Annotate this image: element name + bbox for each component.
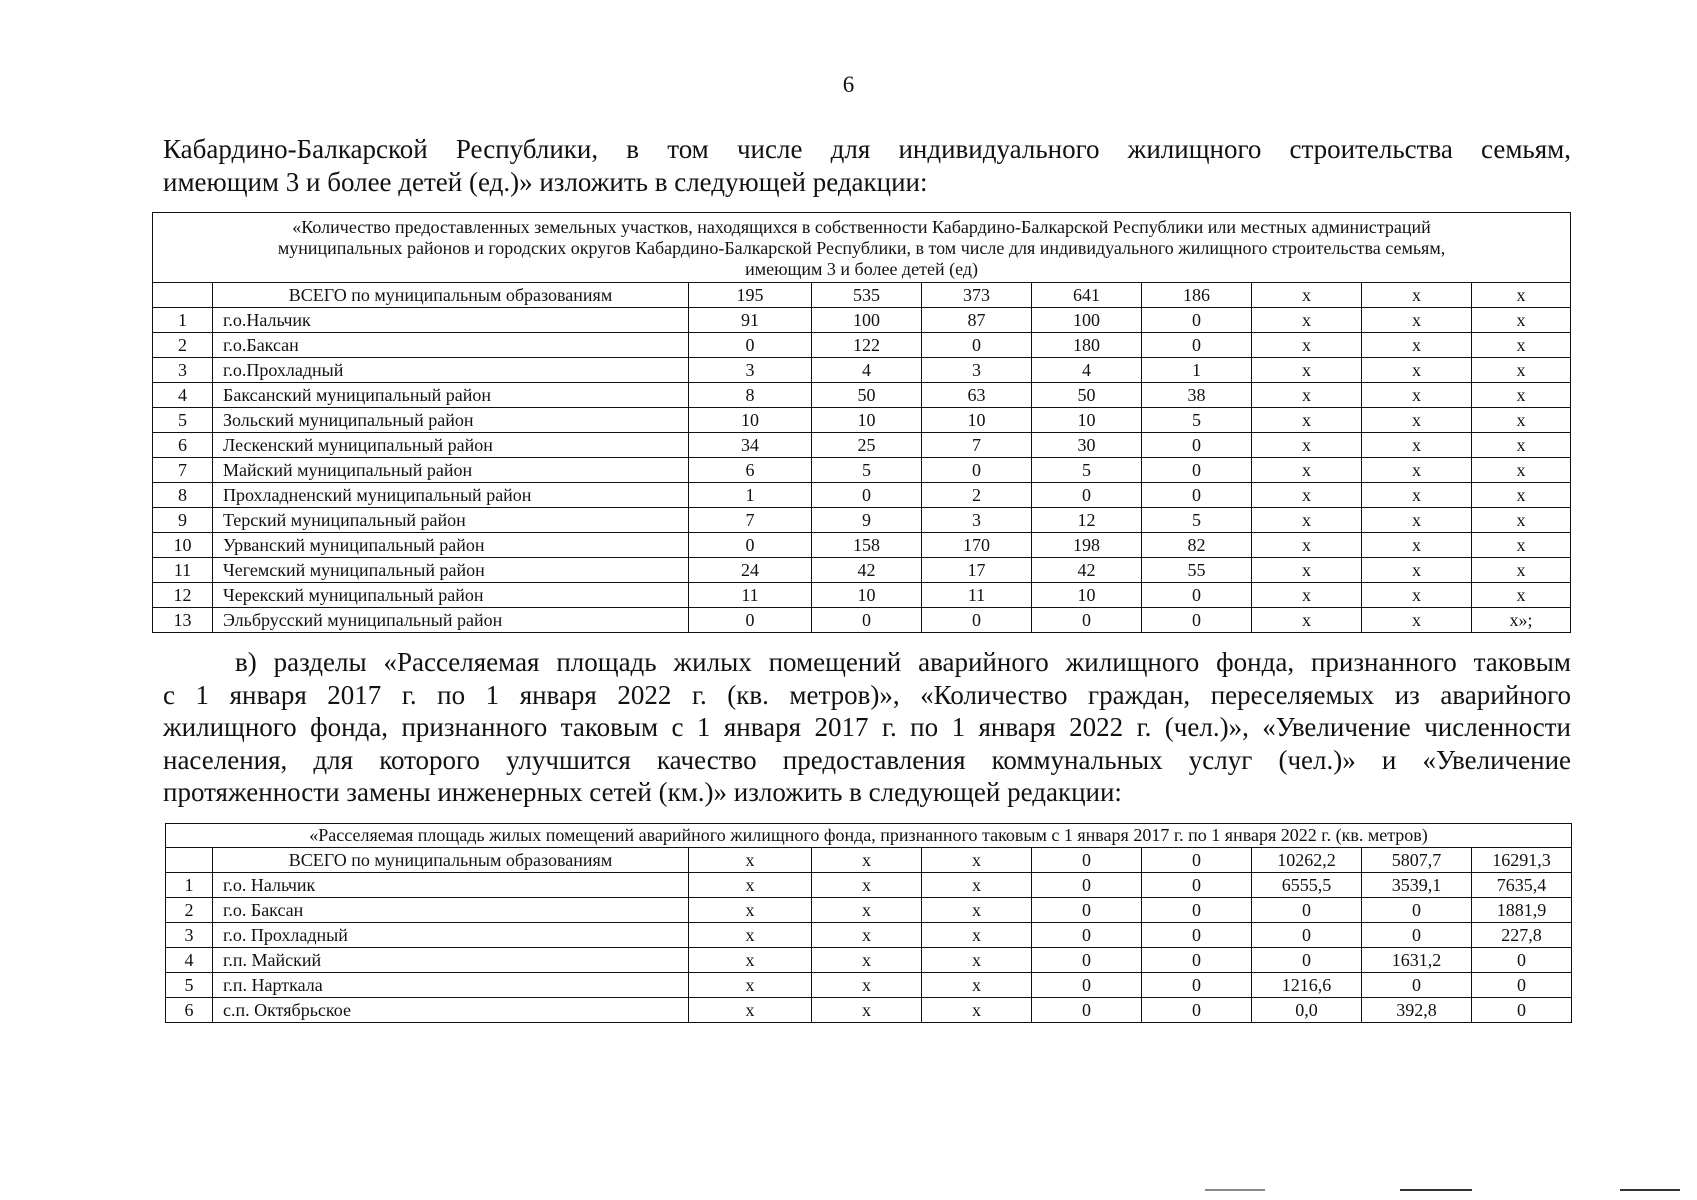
table-row (166, 873, 1572, 898)
value-cell: 0 (1252, 948, 1362, 973)
page-number: 6 (842, 72, 855, 97)
value-cell: х (1472, 558, 1571, 583)
value-cell: 42 (1032, 558, 1142, 583)
total-row (166, 848, 1572, 873)
value-cell: 0 (1142, 948, 1252, 973)
value-cell: х (1472, 433, 1571, 458)
value-cell: х (689, 998, 812, 1023)
table-row (166, 948, 1572, 973)
value-cell: 7635,4 (1472, 873, 1572, 898)
value-cell: 0 (1032, 923, 1142, 948)
value-cell: 0 (1142, 483, 1252, 508)
value-cell: 0 (1032, 848, 1142, 873)
value-cell: х (689, 948, 812, 973)
value-cell: 100 (1032, 308, 1142, 333)
value-cell: 6555,5 (1252, 873, 1362, 898)
value-cell: х (1362, 408, 1472, 433)
value-cell: 0 (1252, 923, 1362, 948)
table-row (166, 898, 1572, 923)
municipality-name-cell: с.п. Октябрьское (213, 998, 689, 1023)
row-number-cell: 12 (153, 583, 213, 608)
value-cell: 50 (1032, 383, 1142, 408)
value-cell: 1631,2 (1362, 948, 1472, 973)
table-row (166, 973, 1572, 998)
value-cell: 91 (689, 308, 812, 333)
caption-line: имеющим 3 и более детей (ед) (745, 259, 978, 279)
row-number-cell: 10 (153, 533, 213, 558)
value-cell: х (1252, 533, 1362, 558)
value-cell: х (1252, 458, 1362, 483)
value-cell: 0 (1032, 608, 1142, 633)
table-row (153, 583, 1571, 608)
value-cell: 0 (1142, 848, 1252, 873)
row-number-cell: 13 (153, 608, 213, 633)
table-caption-row (166, 824, 1572, 848)
value-cell: 8 (689, 383, 812, 408)
value-cell: х (689, 973, 812, 998)
value-cell: 6 (689, 458, 812, 483)
value-cell: 5 (1142, 408, 1252, 433)
value-cell: 122 (812, 333, 922, 358)
value-cell: 55 (1142, 558, 1252, 583)
value-cell: х (1252, 608, 1362, 633)
municipality-name-cell: Прохладненский муниципальный район (213, 483, 689, 508)
municipality-name-cell: г.о. Прохладный (213, 923, 689, 948)
value-cell: 0 (1142, 898, 1252, 923)
value-cell: 0 (689, 333, 812, 358)
value-cell: х»; (1472, 608, 1571, 633)
value-cell: 186 (1142, 283, 1252, 308)
value-cell: 0 (1142, 608, 1252, 633)
value-cell: х (689, 873, 812, 898)
row-number-cell: 7 (153, 458, 213, 483)
value-cell: х (1362, 433, 1472, 458)
municipality-name-cell: Лескенский муниципальный район (213, 433, 689, 458)
value-cell: 0 (1142, 973, 1252, 998)
value-cell: х (812, 923, 922, 948)
table-row (153, 533, 1571, 558)
value-cell: 3 (689, 358, 812, 383)
value-cell: 1 (1142, 358, 1252, 383)
value-cell: х (689, 848, 812, 873)
value-cell: 373 (922, 283, 1032, 308)
value-cell: 0 (689, 533, 812, 558)
value-cell: 0 (1472, 998, 1572, 1023)
row-number-cell: 8 (153, 483, 213, 508)
value-cell: х (922, 973, 1032, 998)
footer-mark (1620, 1189, 1680, 1191)
value-cell: х (812, 998, 922, 1023)
value-cell: 10 (812, 583, 922, 608)
value-cell: 24 (689, 558, 812, 583)
table-caption-row (153, 213, 1571, 283)
value-cell: 7 (922, 433, 1032, 458)
value-cell: 0 (922, 333, 1032, 358)
value-cell: 0 (1472, 948, 1572, 973)
value-cell: 10 (1032, 408, 1142, 433)
value-cell: 0 (1142, 433, 1252, 458)
municipality-name-cell: Урванский муниципальный район (213, 533, 689, 558)
row-number-cell: 6 (166, 998, 213, 1023)
row-number-cell (153, 283, 213, 308)
table-row (153, 558, 1571, 583)
value-cell: 100 (812, 308, 922, 333)
value-cell: 392,8 (1362, 998, 1472, 1023)
value-cell: 17 (922, 558, 1032, 583)
table-row (153, 608, 1571, 633)
value-cell: х (812, 848, 922, 873)
value-cell: х (812, 898, 922, 923)
table-row (153, 458, 1571, 483)
value-cell: х (1472, 283, 1571, 308)
value-cell: х (1472, 533, 1571, 558)
municipality-name-cell: Майский муниципальный район (213, 458, 689, 483)
value-cell: 5 (812, 458, 922, 483)
value-cell: 0 (1142, 873, 1252, 898)
value-cell: 0 (922, 458, 1032, 483)
value-cell: х (812, 873, 922, 898)
value-cell: 641 (1032, 283, 1142, 308)
value-cell: х (1472, 408, 1571, 433)
value-cell: х (922, 898, 1032, 923)
value-cell: 227,8 (1472, 923, 1572, 948)
value-cell: 10 (812, 408, 922, 433)
value-cell: 3539,1 (1362, 873, 1472, 898)
value-cell: 0 (1032, 873, 1142, 898)
intro-paragraph (163, 133, 1571, 198)
value-cell: х (1472, 458, 1571, 483)
value-cell: х (1362, 458, 1472, 483)
footer-mark (1205, 1189, 1265, 1191)
municipality-name-cell: г.п. Майский (213, 948, 689, 973)
value-cell: 0 (689, 608, 812, 633)
value-cell: 63 (922, 383, 1032, 408)
value-cell: х (922, 923, 1032, 948)
value-cell: 5 (1032, 458, 1142, 483)
caption-line: «Расселяемая площадь жилых помещений аварийного жилищного фонда, признанного таковым с 1 января 2017 г. по 1 января 2022 г. (кв. метров) (309, 825, 1428, 845)
value-cell: 0 (1032, 898, 1142, 923)
value-cell: х (689, 923, 812, 948)
value-cell: х (1362, 483, 1472, 508)
value-cell: 0,0 (1252, 998, 1362, 1023)
row-number-cell: 9 (153, 508, 213, 533)
value-cell: 0 (1142, 458, 1252, 483)
total-row (153, 283, 1571, 308)
table-row (166, 923, 1572, 948)
value-cell: 16291,3 (1472, 848, 1572, 873)
value-cell: х (922, 873, 1032, 898)
value-cell: 12 (1032, 508, 1142, 533)
row-number-cell: 1 (153, 308, 213, 333)
land-plots-table (152, 212, 1571, 633)
value-cell: х (1362, 333, 1472, 358)
footer-marks (0, 1189, 1697, 1192)
value-cell: 10 (689, 408, 812, 433)
paragraph-line: в) разделы «Расселяемая площадь жилых помещений аварийного жилищного фонда, признанного таковым (235, 647, 1571, 677)
resettlement-area-table (165, 823, 1572, 1023)
value-cell: х (812, 948, 922, 973)
value-cell: х (1362, 283, 1472, 308)
value-cell: х (1252, 283, 1362, 308)
value-cell: 10 (922, 408, 1032, 433)
total-label-cell: ВСЕГО по муниципальным образованиям (213, 848, 689, 873)
value-cell: х (1252, 433, 1362, 458)
value-cell: 1881,9 (1472, 898, 1572, 923)
caption-line: «Количество предоставленных земельных участков, находящихся в собственности Кабардино-Балкарской Республики или местных администраций (292, 217, 1431, 237)
value-cell: х (1252, 483, 1362, 508)
footer-mark (1400, 1189, 1472, 1191)
value-cell: 0 (922, 608, 1032, 633)
value-cell: 10 (1032, 583, 1142, 608)
value-cell: х (1472, 583, 1571, 608)
value-cell: 0 (1032, 483, 1142, 508)
row-number-cell: 3 (153, 358, 213, 383)
value-cell: х (1472, 483, 1571, 508)
table-row (153, 308, 1571, 333)
value-cell: 42 (812, 558, 922, 583)
value-cell: 0 (1142, 923, 1252, 948)
value-cell: х (1252, 408, 1362, 433)
value-cell: 0 (1142, 333, 1252, 358)
value-cell: х (1362, 583, 1472, 608)
municipality-name-cell: Терский муниципальный район (213, 508, 689, 533)
value-cell: 10262,2 (1252, 848, 1362, 873)
row-number-cell: 6 (153, 433, 213, 458)
value-cell: х (922, 998, 1032, 1023)
row-number-cell: 5 (153, 408, 213, 433)
value-cell: 158 (812, 533, 922, 558)
value-cell: 535 (812, 283, 922, 308)
value-cell: х (1362, 533, 1472, 558)
caption-line: муниципальных районов и городских округов Кабардино-Балкарской Республики, в том числе для индивидуального жилищного строительства семьям, (277, 238, 1446, 258)
value-cell: х (1362, 508, 1472, 533)
value-cell: х (1472, 508, 1571, 533)
value-cell: х (1472, 333, 1571, 358)
paragraph-line: жилищного фонда, признанного таковым с 1 января 2017 г. по 1 января 2022 г. (чел.)», «Увеличение численности (163, 712, 1571, 742)
value-cell: х (1252, 583, 1362, 608)
table-row (153, 383, 1571, 408)
total-label-cell: ВСЕГО по муниципальным образованиям (213, 283, 689, 308)
municipality-name-cell: Эльбрусский муниципальный район (213, 608, 689, 633)
value-cell: 0 (1032, 973, 1142, 998)
table-caption (153, 213, 1571, 283)
value-cell: 3 (922, 358, 1032, 383)
value-cell: 7 (689, 508, 812, 533)
section-paragraph (163, 646, 1571, 809)
value-cell: 198 (1032, 533, 1142, 558)
value-cell: х (1472, 358, 1571, 383)
value-cell: 2 (922, 483, 1032, 508)
table-row (153, 483, 1571, 508)
value-cell: 25 (812, 433, 922, 458)
row-number-cell: 1 (166, 873, 213, 898)
value-cell: 0 (1032, 948, 1142, 973)
row-number-cell: 4 (153, 383, 213, 408)
value-cell: 0 (1032, 998, 1142, 1023)
municipality-name-cell: Чегемский муниципальный район (213, 558, 689, 583)
value-cell: 34 (689, 433, 812, 458)
value-cell: 0 (1142, 583, 1252, 608)
paragraph-line: протяженности замены инженерных сетей (км.)» изложить в следующей редакции: (163, 777, 1122, 807)
table-row (166, 998, 1572, 1023)
row-number-cell: 2 (153, 333, 213, 358)
row-number-cell: 11 (153, 558, 213, 583)
value-cell: х (1362, 608, 1472, 633)
municipality-name-cell: г.о.Баксан (213, 333, 689, 358)
value-cell: 5807,7 (1362, 848, 1472, 873)
value-cell: х (1472, 308, 1571, 333)
value-cell: 11 (689, 583, 812, 608)
value-cell: х (1362, 358, 1472, 383)
value-cell: 87 (922, 308, 1032, 333)
municipality-name-cell: Черекский муниципальный район (213, 583, 689, 608)
value-cell: 11 (922, 583, 1032, 608)
value-cell: 30 (1032, 433, 1142, 458)
value-cell: 4 (1032, 358, 1142, 383)
value-cell: 0 (1362, 898, 1472, 923)
paragraph-line: с 1 января 2017 г. по 1 января 2022 г. (кв. метров)», «Количество граждан, переселяемых из аварийного (163, 679, 1571, 710)
municipality-name-cell: Баксанский муниципальный район (213, 383, 689, 408)
table-row (153, 408, 1571, 433)
row-number-cell: 4 (166, 948, 213, 973)
value-cell: 3 (922, 508, 1032, 533)
row-number-cell: 3 (166, 923, 213, 948)
value-cell: 0 (1142, 308, 1252, 333)
value-cell: 0 (812, 483, 922, 508)
value-cell: х (1252, 383, 1362, 408)
value-cell: х (1252, 308, 1362, 333)
value-cell: 82 (1142, 533, 1252, 558)
value-cell: 38 (1142, 383, 1252, 408)
value-cell: 0 (1472, 973, 1572, 998)
value-cell: 1 (689, 483, 812, 508)
value-cell: х (812, 973, 922, 998)
value-cell: 5 (1142, 508, 1252, 533)
value-cell: х (1252, 333, 1362, 358)
value-cell: х (922, 948, 1032, 973)
paragraph-line: Кабардино-Балкарской Республики, в том числе для индивидуального жилищного строительства семьям, (163, 134, 1571, 164)
table-row (153, 333, 1571, 358)
paragraph-line: населения, для которого улучшится качество предоставления коммунальных услуг (чел.)» и «Увеличение (163, 744, 1571, 775)
value-cell: 50 (812, 383, 922, 408)
municipality-name-cell: г.о. Нальчик (213, 873, 689, 898)
value-cell: 9 (812, 508, 922, 533)
table-row (153, 508, 1571, 533)
table-row (153, 433, 1571, 458)
value-cell: х (1252, 358, 1362, 383)
table-caption (166, 824, 1572, 848)
value-cell: 0 (1252, 898, 1362, 923)
value-cell: 0 (812, 608, 922, 633)
value-cell: х (922, 848, 1032, 873)
value-cell: х (1362, 558, 1472, 583)
value-cell: 4 (812, 358, 922, 383)
row-number-cell: 5 (166, 973, 213, 998)
value-cell: х (1362, 308, 1472, 333)
value-cell: х (1252, 508, 1362, 533)
value-cell: 0 (1362, 973, 1472, 998)
row-number-cell: 2 (166, 898, 213, 923)
municipality-name-cell: Зольский муниципальный район (213, 408, 689, 433)
municipality-name-cell: г.о. Баксан (213, 898, 689, 923)
municipality-name-cell: г.о.Прохладный (213, 358, 689, 383)
paragraph-line: имеющим 3 и более детей (ед.)» изложить в следующей редакции: (163, 166, 928, 197)
value-cell: 1216,6 (1252, 973, 1362, 998)
municipality-name-cell: г.п. Нарткала (213, 973, 689, 998)
value-cell: х (1472, 383, 1571, 408)
value-cell: х (1362, 383, 1472, 408)
row-number-cell (166, 848, 213, 873)
value-cell: 0 (1142, 998, 1252, 1023)
value-cell: 170 (922, 533, 1032, 558)
value-cell: х (1252, 558, 1362, 583)
value-cell: 180 (1032, 333, 1142, 358)
municipality-name-cell: г.о.Нальчик (213, 308, 689, 333)
value-cell: 195 (689, 283, 812, 308)
value-cell: 0 (1362, 923, 1472, 948)
table-row (153, 358, 1571, 383)
value-cell: х (689, 898, 812, 923)
